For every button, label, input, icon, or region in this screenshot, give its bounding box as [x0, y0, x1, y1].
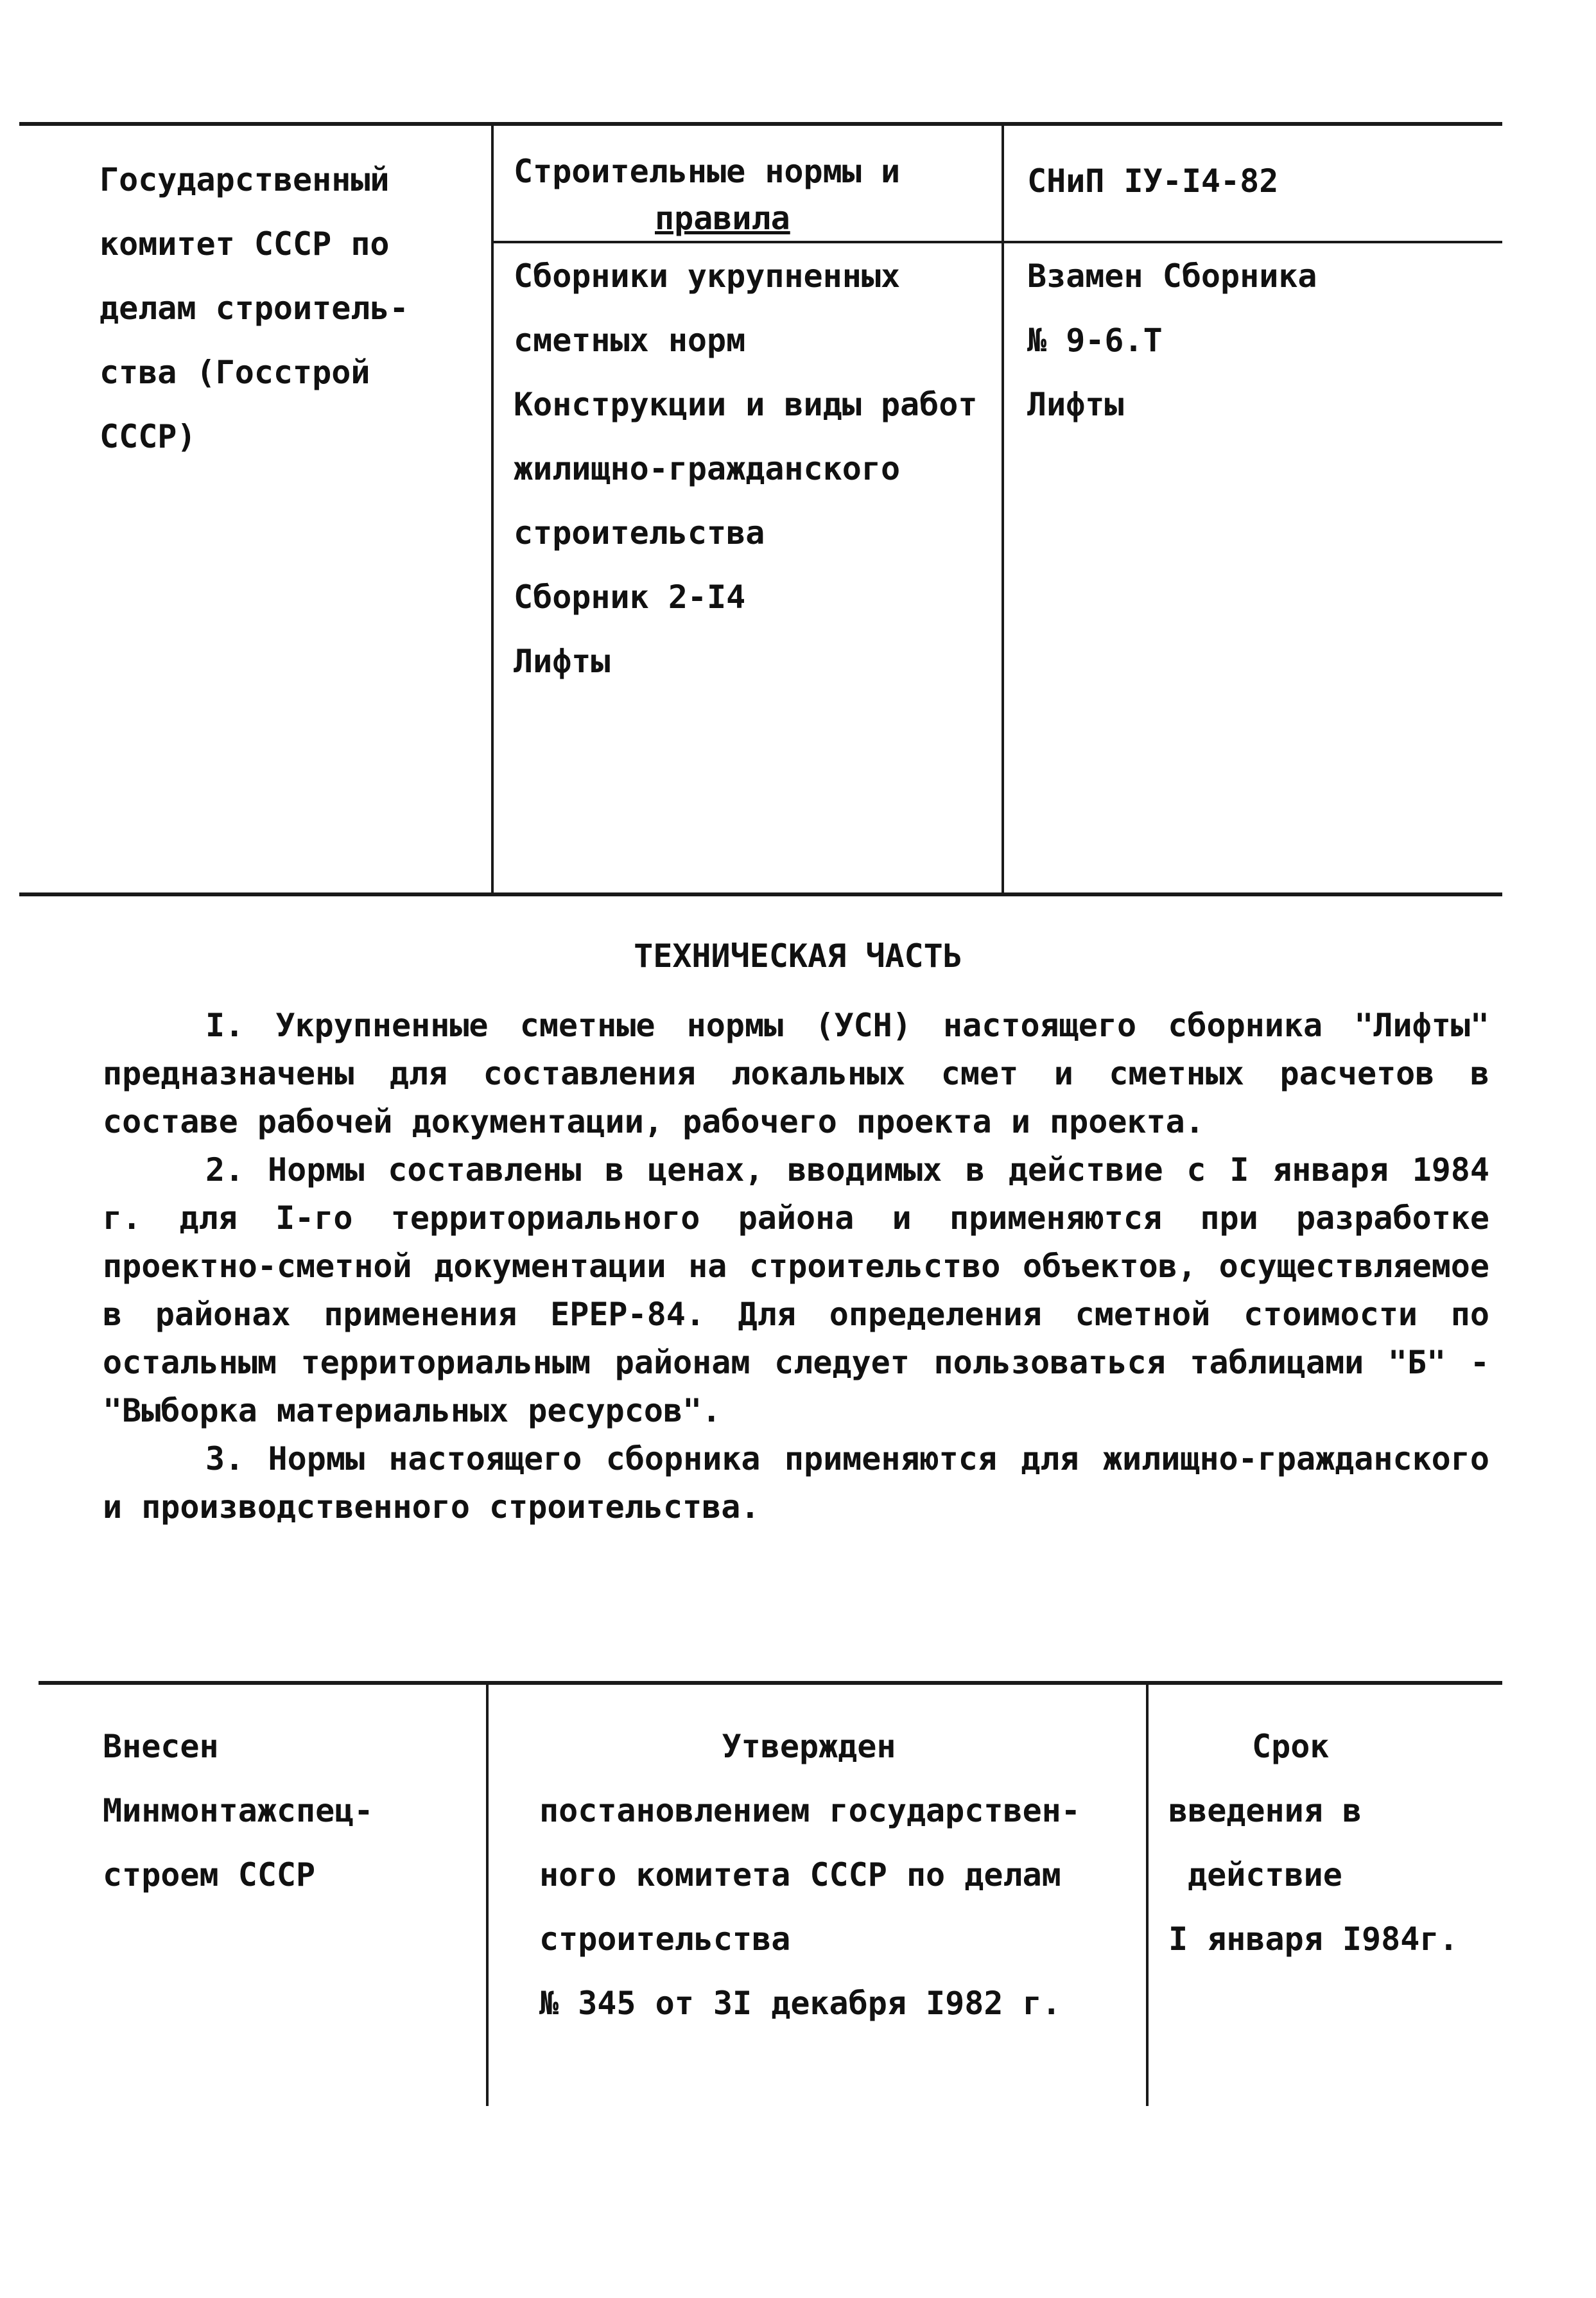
paragraph: 2. Нормы составлены в ценах, вводимых в действие с I января 1984 г. для I-го территориального района и применяются при разработке проектно-сметной документации на строительство объектов, осуществляемое в районах применения ЕРЕР-84. Для определения сметной стоимости по остальным территориальным районам следует пользоваться таблицами "Б" - "Выборка материальных ресурсов".	[103, 1151, 1489, 1429]
doc-type-cell	[514, 141, 901, 237]
header-top-rule	[19, 122, 1502, 126]
title-line: Конструкции и виды работ	[514, 386, 978, 423]
header-middle-rule	[492, 241, 1502, 243]
approved-line: постановлением государствен-	[539, 1792, 1080, 1829]
introduced-line: строем СССР	[103, 1856, 316, 1893]
document-code: СНиП IУ-I4-82	[1027, 162, 1279, 200]
doc-type-line: Строительные нормы и	[514, 153, 901, 190]
section-body	[103, 1002, 1489, 1531]
title-cell	[514, 244, 977, 693]
replaces-cell	[1027, 244, 1317, 437]
term-line: Срок	[1252, 1728, 1330, 1765]
replaces-line: Взамен Сборника	[1027, 257, 1317, 295]
term-line: I января I984г.	[1168, 1920, 1459, 1958]
approved-line: строительства	[539, 1920, 791, 1958]
approved-line: ного комитета СССР по делам	[539, 1856, 1061, 1893]
title-line: строительства	[514, 514, 765, 552]
authority-line: комитет СССР по	[100, 225, 390, 263]
authority-line: Государственный	[100, 161, 390, 198]
authority-line: делам строитель-	[100, 290, 409, 327]
section-title: ТЕХНИЧЕСКАЯ ЧАСТЬ	[634, 937, 962, 975]
approved-cell	[539, 1714, 1117, 2035]
footer-divider-2	[1146, 1682, 1149, 2106]
authority-cell	[100, 148, 409, 469]
doc-type-line: правила	[655, 200, 790, 237]
introduced-cell	[103, 1714, 373, 1907]
introduced-line: Минмонтажспец-	[103, 1792, 374, 1829]
introduced-line: Внесен	[103, 1728, 219, 1765]
paragraph: I. Укрупненные сметные нормы (УСН) настоящего сборника "Лифты" предназначены для составления локальных смет и сметных расчетов в составе рабочей документации, рабочего проекта и проекта.	[103, 1007, 1489, 1140]
header-divider-2	[1002, 123, 1004, 894]
title-line: Сборник 2-I4	[514, 579, 746, 616]
footer-top-rule	[39, 1681, 1502, 1685]
term-line: действие	[1188, 1856, 1342, 1893]
footer-divider-1	[486, 1682, 489, 2106]
replaces-line: № 9-6.Т	[1027, 322, 1163, 359]
term-line: введения в	[1168, 1792, 1362, 1829]
approved-title: Утвержден	[722, 1728, 896, 1765]
header-bottom-rule	[19, 892, 1502, 896]
term-cell	[1168, 1714, 1489, 1971]
title-line: сметных норм	[514, 322, 746, 359]
authority-line: СССР)	[100, 418, 196, 455]
title-line: Сборники укрупненных	[514, 257, 901, 295]
approved-line: № 345 от 3I декабря I982 г.	[539, 1985, 1061, 2022]
header-divider-1	[491, 123, 494, 894]
title-line: Лифты	[514, 643, 611, 680]
paragraph: 3. Нормы настоящего сборника применяются для жилищно-гражданского и производственного строительства.	[103, 1440, 1489, 1526]
title-line: жилищно-гражданского	[514, 450, 901, 487]
replaces-line: Лифты	[1027, 386, 1124, 423]
authority-line: ства (Госстрой	[100, 354, 370, 391]
